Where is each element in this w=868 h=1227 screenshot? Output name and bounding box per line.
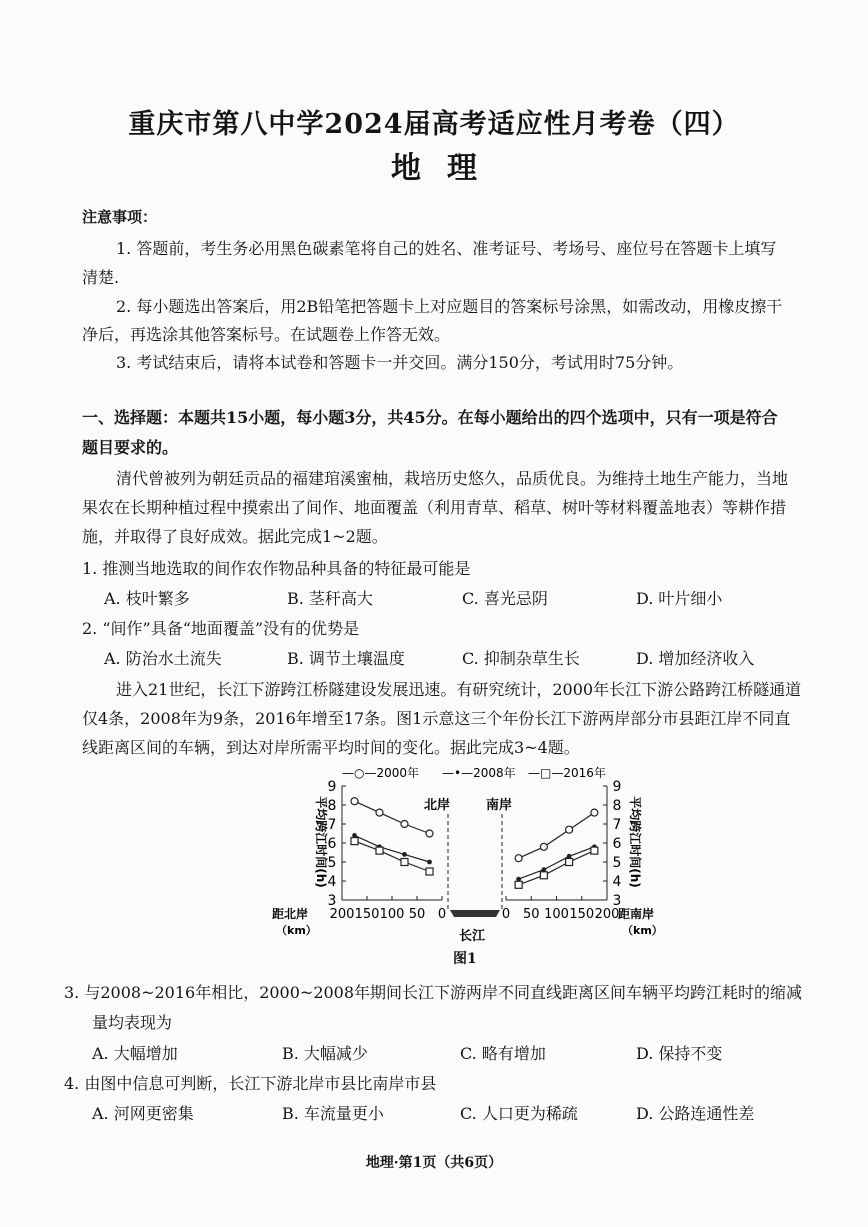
option-b: B. 大幅减少: [282, 1044, 368, 1063]
option-c: C. 抑制杂草生长: [462, 649, 580, 668]
question-stem: 3. 与2008~2016年相比，2000~2008年期间长江下游两岸不同直线距离区间车辆平均跨江耗时的缩减: [64, 983, 803, 1002]
y-tick-label-left: 9: [327, 779, 337, 795]
option-d: D. 公路连通性差: [636, 1104, 755, 1123]
y-tick-label-left: 3: [327, 893, 337, 909]
x-tick-label-north: 50: [408, 907, 426, 922]
south-bank-label: 南岸: [486, 798, 513, 813]
series-2-south-point: [515, 881, 522, 888]
series-0-north-point: [351, 798, 358, 805]
x-tick-label-south: 50: [522, 907, 540, 922]
exam-title: 重庆市第八中学2024届高考适应性月考卷（四）: [128, 109, 740, 140]
option-a: A. 防治水土流失: [104, 649, 222, 668]
option-c: C. 喜光忌阴: [462, 589, 548, 608]
option-c: C. 人口更为稀疏: [460, 1104, 578, 1123]
north-bank-label: 北岸: [423, 798, 450, 813]
note-line: 清楚.: [82, 268, 120, 287]
passage-line: 进入21世纪，长江下游跨江桥隧建设发展迅速。有研究统计，2000年长江下游公路跨江桥隧通道: [116, 680, 802, 699]
series-1-south-line: [519, 847, 595, 879]
note-line: 净后，再选涂其他答案标号。在试题卷上作答无效。: [82, 325, 451, 344]
y-tick-label-right: 7: [612, 817, 622, 833]
series-2-north-point: [376, 847, 383, 854]
note-line: 3. 考试结束后，请将本试卷和答题卡一并交回。满分150分，考试用时75分钟。: [116, 353, 684, 372]
y-tick-label-right: 3: [612, 893, 622, 909]
question-stem: 2. “间作”具备“地面覆盖”没有的优势是: [82, 619, 360, 638]
series-0-north-point: [401, 821, 408, 828]
y-tick-label-left: 5: [327, 855, 337, 871]
option-d: D. 增加经济收入: [636, 649, 755, 668]
series-1-north-point: [427, 860, 432, 865]
y-axis-label-left: 平均跨江时间(h): [314, 796, 328, 888]
series-0-south-point: [515, 855, 522, 862]
series-0-north-point: [426, 830, 433, 837]
passage-line: 清代曾被列为朝廷贡品的福建琯溪蜜柚，栽培历史悠久，品质优良。为维持土地生产能力，当地: [116, 469, 789, 488]
x-tick-label-north: 0: [437, 907, 447, 922]
x-tick-label-north: 100: [379, 907, 405, 922]
x-tick-label-south: 0: [501, 907, 511, 922]
subject-title: 地理: [391, 151, 503, 186]
series-2-south-point: [540, 872, 547, 879]
y-tick-label-right: 9: [612, 779, 622, 795]
x-unit-north: （km）: [276, 924, 317, 937]
series-2-north-point: [351, 838, 358, 845]
y-tick-label-right: 4: [612, 874, 622, 890]
y-tick-label-right: 5: [612, 855, 622, 871]
passage-line: 线距离区间的车辆，到达对岸所需平均时间的变化。据此完成3~4题。: [82, 738, 580, 757]
series-2-south-line: [519, 851, 595, 885]
series-0-north-point: [376, 809, 383, 816]
option-d: D. 保持不变: [636, 1044, 723, 1063]
x-unit-south: （km）: [622, 924, 663, 937]
series-1-north-point: [402, 852, 407, 857]
legend-2016: —□—2016年: [528, 766, 606, 780]
notes-heading: 注意事项：: [82, 208, 158, 226]
option-b: B. 茎秆高大: [287, 589, 373, 608]
river-shape: [450, 910, 500, 917]
option-a: A. 河网更密集: [92, 1104, 194, 1123]
y-tick-label-left: 6: [327, 836, 337, 852]
axes: [342, 786, 607, 900]
y-tick-label-left: 4: [327, 874, 337, 890]
question-stem: 1. 推测当地选取的间作农作物品种具备的特征最可能是: [82, 559, 471, 578]
legend-2000: —○—2000年: [342, 766, 420, 780]
passage-line: 施，并取得了良好成效。据此完成1~2题。: [82, 527, 388, 546]
series-2-south-point: [566, 859, 573, 866]
figure-caption: 图1: [453, 951, 477, 967]
series-1-north-line: [355, 835, 430, 862]
y-tick-label-left: 8: [327, 798, 337, 814]
y-tick-label-right: 8: [612, 798, 622, 814]
figure-1-chart: [270, 760, 680, 950]
x-axis-label-north: 距北岸: [272, 907, 309, 921]
passage-line: 果农在长期种植过程中摸索出了间作、地面覆盖（利用青草、稻草、树叶等材料覆盖地表）等耕作措: [82, 498, 787, 517]
x-tick-label-north: 150: [354, 907, 380, 922]
option-d: D. 叶片细小: [636, 589, 723, 608]
y-tick-label-left: 7: [327, 817, 337, 833]
passage-line: 仅4条，2008年为9条，2016年增至17条。图1示意这三个年份长江下游两岸部分市县距江岸不同直: [82, 709, 791, 728]
series-0-north-line: [355, 801, 430, 833]
page-footer: 地理·第1页（共6页）: [365, 1155, 503, 1171]
y-tick-label-right: 6: [612, 836, 622, 852]
x-axis-label-south: 距南岸: [618, 907, 655, 921]
option-b: B. 车流量更小: [282, 1104, 384, 1123]
option-c: C. 略有增加: [460, 1044, 546, 1063]
option-b: B. 调节土壤温度: [287, 649, 405, 668]
river-label: 长江: [458, 929, 486, 944]
question-stem: 4. 由图中信息可判断，长江下游北岸市县比南岸市县: [64, 1074, 437, 1093]
section-heading: 题目要求的。: [82, 438, 179, 457]
x-tick-label-north: 200: [329, 907, 355, 922]
series-2-south-point: [591, 847, 598, 854]
note-line: 2. 每小题选出答案后，用2B铅笔把答题卡上对应题目的答案标号涂黑，如需改动，用橡皮擦干: [116, 297, 783, 316]
x-tick-label-south: 100: [544, 907, 569, 922]
series-0-south-point: [540, 843, 547, 850]
section-heading: 一、选择题：本题共15小题，每小题3分，共45分。在每小题给出的四个选项中，只有一项是符合: [82, 408, 778, 427]
series-2-north-point: [426, 868, 433, 875]
series-2-north-point: [401, 859, 408, 866]
x-tick-label-south: 200: [594, 907, 620, 922]
note-line: 1. 答题前，考生务必用黑色碳素笔将自己的姓名、准考证号、考场号、座位号在答题卡上填写: [116, 239, 777, 258]
y-axis-label-right: 平均跨江时间(h): [628, 796, 642, 888]
x-tick-label-south: 150: [569, 907, 595, 922]
option-a: A. 大幅增加: [92, 1044, 178, 1063]
option-a: A. 枝叶繁多: [104, 589, 190, 608]
series-0-south-point: [566, 826, 573, 833]
question-stem: 量均表现为: [92, 1013, 173, 1032]
series-0-south-point: [591, 809, 598, 816]
series-2-north-line: [355, 841, 430, 871]
legend-2008: —•—2008年: [442, 766, 516, 780]
